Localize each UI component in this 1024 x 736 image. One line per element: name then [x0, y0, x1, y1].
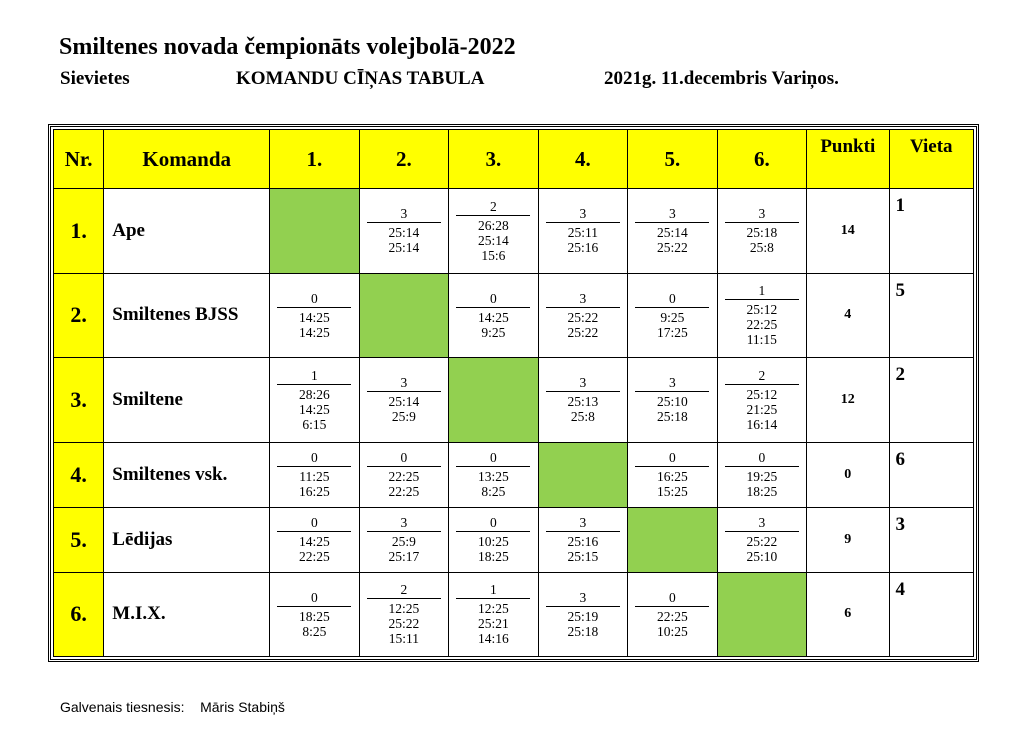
team-name: Smiltenes BJSS: [104, 273, 270, 358]
match-result-cell: [270, 442, 359, 507]
set-score: 22:25: [388, 469, 420, 484]
match-result-cell: [359, 442, 448, 507]
match-points: 0: [367, 450, 441, 467]
total-points: 9: [807, 507, 889, 572]
row-number: 2.: [54, 273, 104, 358]
set-score: 25:10: [746, 549, 778, 564]
set-score: 14:25: [299, 401, 330, 417]
match-result: [360, 375, 448, 424]
self-match-cell: [538, 442, 627, 507]
match-result: [718, 450, 806, 499]
match-result-cell: [449, 442, 538, 507]
match-result: [718, 368, 806, 432]
match-points: 1: [456, 582, 530, 599]
table-row: [54, 442, 974, 507]
final-place: 2: [889, 358, 974, 443]
match-points: 1: [277, 368, 351, 385]
match-points: 0: [456, 515, 530, 532]
set-score: 25:22: [388, 616, 420, 632]
match-result-cell: [359, 572, 448, 657]
set-score: 25:9: [391, 534, 416, 549]
set-score: 25:16: [567, 240, 599, 256]
total-points: 4: [807, 273, 889, 358]
set-score: 13:25: [477, 469, 509, 484]
final-place: 4: [889, 572, 974, 657]
set-score: 18:25: [477, 549, 509, 564]
set-score: 25:13: [567, 394, 599, 410]
set-score: 11:25: [299, 469, 330, 484]
match-result-cell: [538, 358, 627, 443]
match-points: 0: [635, 291, 709, 308]
set-score: 25:10: [656, 394, 688, 410]
set-score: 26:28: [477, 217, 509, 233]
table-row: [54, 572, 974, 657]
table-row: [54, 273, 974, 358]
match-points: 0: [277, 515, 351, 532]
match-result: [628, 375, 716, 424]
self-match-cell: [270, 189, 359, 274]
match-points: 0: [277, 590, 351, 607]
match-result-cell: [449, 273, 538, 358]
header-col-3: 3.: [449, 130, 538, 189]
team-name: M.I.X.: [104, 572, 270, 657]
match-result-cell: [717, 273, 806, 358]
header-nr: Nr.: [54, 130, 104, 189]
header-col-4: 4.: [538, 130, 627, 189]
match-result: [449, 291, 537, 340]
final-place: 1: [889, 189, 974, 274]
set-score: 19:25: [746, 469, 778, 484]
match-result: [449, 582, 537, 646]
match-result-cell: [717, 358, 806, 443]
match-points: 0: [635, 590, 709, 607]
set-score: 28:26: [299, 386, 330, 402]
row-number: 1.: [54, 189, 104, 274]
self-match-cell: [449, 358, 538, 443]
match-result-cell: [628, 358, 717, 443]
match-points: 0: [456, 291, 530, 308]
match-result: [628, 291, 716, 340]
match-result: [718, 515, 806, 564]
table-row: [54, 358, 974, 443]
match-result-cell: [717, 442, 806, 507]
match-result: [539, 515, 627, 564]
match-result-cell: [628, 189, 717, 274]
self-match-cell: [359, 273, 448, 358]
match-points: 3: [546, 590, 620, 607]
set-score: 15:25: [656, 484, 688, 499]
results-table: [53, 129, 974, 657]
set-score: 25:8: [570, 409, 595, 425]
match-result-cell: [538, 273, 627, 358]
match-result: [539, 590, 627, 639]
match-points: 0: [635, 450, 709, 467]
set-score: 16:25: [299, 484, 330, 499]
match-result: [718, 206, 806, 255]
set-score: 25:18: [746, 225, 778, 241]
match-points: 3: [635, 206, 709, 223]
match-points: 2: [456, 199, 530, 216]
match-result: [449, 199, 537, 263]
match-points: 3: [546, 206, 620, 223]
set-score: 25:22: [656, 240, 688, 256]
set-score: 25:22: [567, 309, 599, 325]
match-result: [628, 590, 716, 639]
chief-referee-name: Māris Stabiņš: [200, 699, 285, 715]
self-match-cell: [717, 572, 806, 657]
set-score: 25:8: [749, 240, 774, 256]
set-score: 8:25: [302, 623, 327, 639]
set-score: 22:25: [299, 549, 330, 564]
row-number: 5.: [54, 507, 104, 572]
match-result: [628, 450, 716, 499]
match-result: [539, 291, 627, 340]
date-place: 2021g. 11.decembris Variņos.: [604, 68, 839, 89]
set-score: 25:18: [656, 409, 688, 425]
set-score: 25:14: [388, 240, 420, 256]
set-score: 25:14: [477, 232, 509, 248]
set-score: 14:25: [477, 309, 509, 325]
set-score: 22:25: [388, 484, 420, 499]
match-result-cell: [449, 507, 538, 572]
team-name: Smiltenes vsk.: [104, 442, 270, 507]
footer: [60, 699, 285, 715]
set-score: 25:14: [656, 225, 688, 241]
header-col-5: 5.: [628, 130, 717, 189]
set-score: 25:14: [388, 394, 420, 410]
set-score: 25:21: [477, 616, 509, 632]
match-result: [270, 368, 358, 432]
header-col-2: 2.: [359, 130, 448, 189]
total-points: 0: [807, 442, 889, 507]
results-table-frame: [48, 124, 979, 662]
header-col-1: 1.: [270, 130, 359, 189]
set-score: 25:16: [567, 534, 599, 549]
header-team: Komanda: [104, 130, 270, 189]
set-score: 25:22: [746, 534, 778, 549]
match-result-cell: [270, 358, 359, 443]
set-score: 21:25: [746, 401, 778, 417]
match-result: [360, 450, 448, 499]
match-result-cell: [359, 507, 448, 572]
set-score: 25:17: [388, 549, 420, 564]
set-score: 25:22: [567, 324, 599, 340]
table-row: [54, 507, 974, 572]
group-label: Sievietes: [60, 68, 130, 89]
header-points: Punkti: [807, 130, 889, 189]
match-result-cell: [538, 507, 627, 572]
set-score: 15:11: [388, 631, 419, 647]
set-score: 10:25: [477, 534, 509, 549]
chief-referee-label: Galvenais tiesnesis:: [60, 699, 185, 715]
header-place: Vieta: [889, 130, 974, 189]
match-points: 3: [546, 375, 620, 392]
match-result-cell: [628, 442, 717, 507]
set-score: 22:25: [746, 317, 778, 333]
set-score: 25:18: [567, 623, 599, 639]
match-points: 3: [546, 515, 620, 532]
set-score: 16:25: [656, 469, 688, 484]
set-score: 25:12: [746, 386, 778, 402]
match-result-cell: [717, 507, 806, 572]
set-score: 14:16: [477, 631, 509, 647]
final-place: 3: [889, 507, 974, 572]
set-score: 9:25: [481, 324, 506, 340]
match-result-cell: [449, 572, 538, 657]
match-result: [718, 283, 806, 347]
match-result-cell: [270, 507, 359, 572]
match-points: 3: [367, 515, 441, 532]
set-score: 11:15: [746, 332, 777, 348]
set-score: 16:14: [746, 416, 778, 432]
set-score: 14:25: [299, 534, 330, 549]
final-place: 5: [889, 273, 974, 358]
team-name: Lēdijas: [104, 507, 270, 572]
match-result: [270, 450, 358, 499]
team-name: Ape: [104, 189, 270, 274]
match-result-cell: [449, 189, 538, 274]
set-score: 25:15: [567, 549, 599, 564]
table-body: [54, 189, 974, 657]
set-score: 14:25: [299, 309, 330, 325]
match-points: 0: [456, 450, 530, 467]
match-result: [270, 291, 358, 340]
match-points: 1: [725, 283, 799, 300]
match-result: [449, 450, 537, 499]
set-score: 22:25: [656, 608, 688, 624]
match-points: 2: [367, 582, 441, 599]
match-result: [270, 590, 358, 639]
row-number: 6.: [54, 572, 104, 657]
set-score: 25:11: [567, 225, 598, 241]
total-points: 12: [807, 358, 889, 443]
set-score: 18:25: [299, 608, 330, 624]
match-points: 3: [725, 206, 799, 223]
match-result: [449, 515, 537, 564]
match-points: 0: [277, 450, 351, 467]
final-place: 6: [889, 442, 974, 507]
match-result-cell: [270, 572, 359, 657]
match-points: 0: [277, 291, 351, 308]
match-result-cell: [359, 189, 448, 274]
document-title: Smiltenes novada čempionāts volejbolā-2022: [59, 34, 516, 60]
set-score: 8:25: [481, 484, 506, 499]
match-points: 2: [725, 368, 799, 385]
set-score: 15:6: [481, 247, 506, 263]
match-result-cell: [628, 273, 717, 358]
match-result: [539, 375, 627, 424]
match-result: [628, 206, 716, 255]
match-result-cell: [717, 189, 806, 274]
match-result: [360, 206, 448, 255]
set-score: 25:14: [388, 225, 420, 241]
match-result-cell: [270, 273, 359, 358]
set-score: 25:9: [391, 409, 416, 425]
total-points: 6: [807, 572, 889, 657]
match-result: [360, 515, 448, 564]
set-score: 6:15: [302, 416, 327, 432]
total-points: 14: [807, 189, 889, 274]
set-score: 12:25: [388, 601, 420, 617]
set-score: 18:25: [746, 484, 778, 499]
match-result: [360, 582, 448, 646]
row-number: 3.: [54, 358, 104, 443]
set-score: 17:25: [656, 324, 688, 340]
self-match-cell: [628, 507, 717, 572]
header-col-6: 6.: [717, 130, 806, 189]
set-score: 12:25: [477, 601, 509, 617]
table-row: [54, 189, 974, 274]
match-points: 3: [367, 206, 441, 223]
match-points: 0: [725, 450, 799, 467]
match-points: 3: [635, 375, 709, 392]
team-name: Smiltene: [104, 358, 270, 443]
header-row: [54, 130, 974, 189]
table-name: KOMANDU CĪŅAS TABULA: [236, 68, 485, 89]
set-score: 14:25: [299, 324, 330, 340]
row-number: 4.: [54, 442, 104, 507]
set-score: 25:12: [746, 302, 778, 318]
set-score: 10:25: [656, 623, 688, 639]
match-result-cell: [359, 358, 448, 443]
match-points: 3: [367, 375, 441, 392]
match-points: 3: [725, 515, 799, 532]
match-result-cell: [538, 572, 627, 657]
set-score: 9:25: [660, 309, 685, 325]
match-result: [539, 206, 627, 255]
match-result-cell: [538, 189, 627, 274]
match-points: 3: [546, 291, 620, 308]
match-result: [270, 515, 358, 564]
match-result-cell: [628, 572, 717, 657]
set-score: 25:19: [567, 608, 599, 624]
